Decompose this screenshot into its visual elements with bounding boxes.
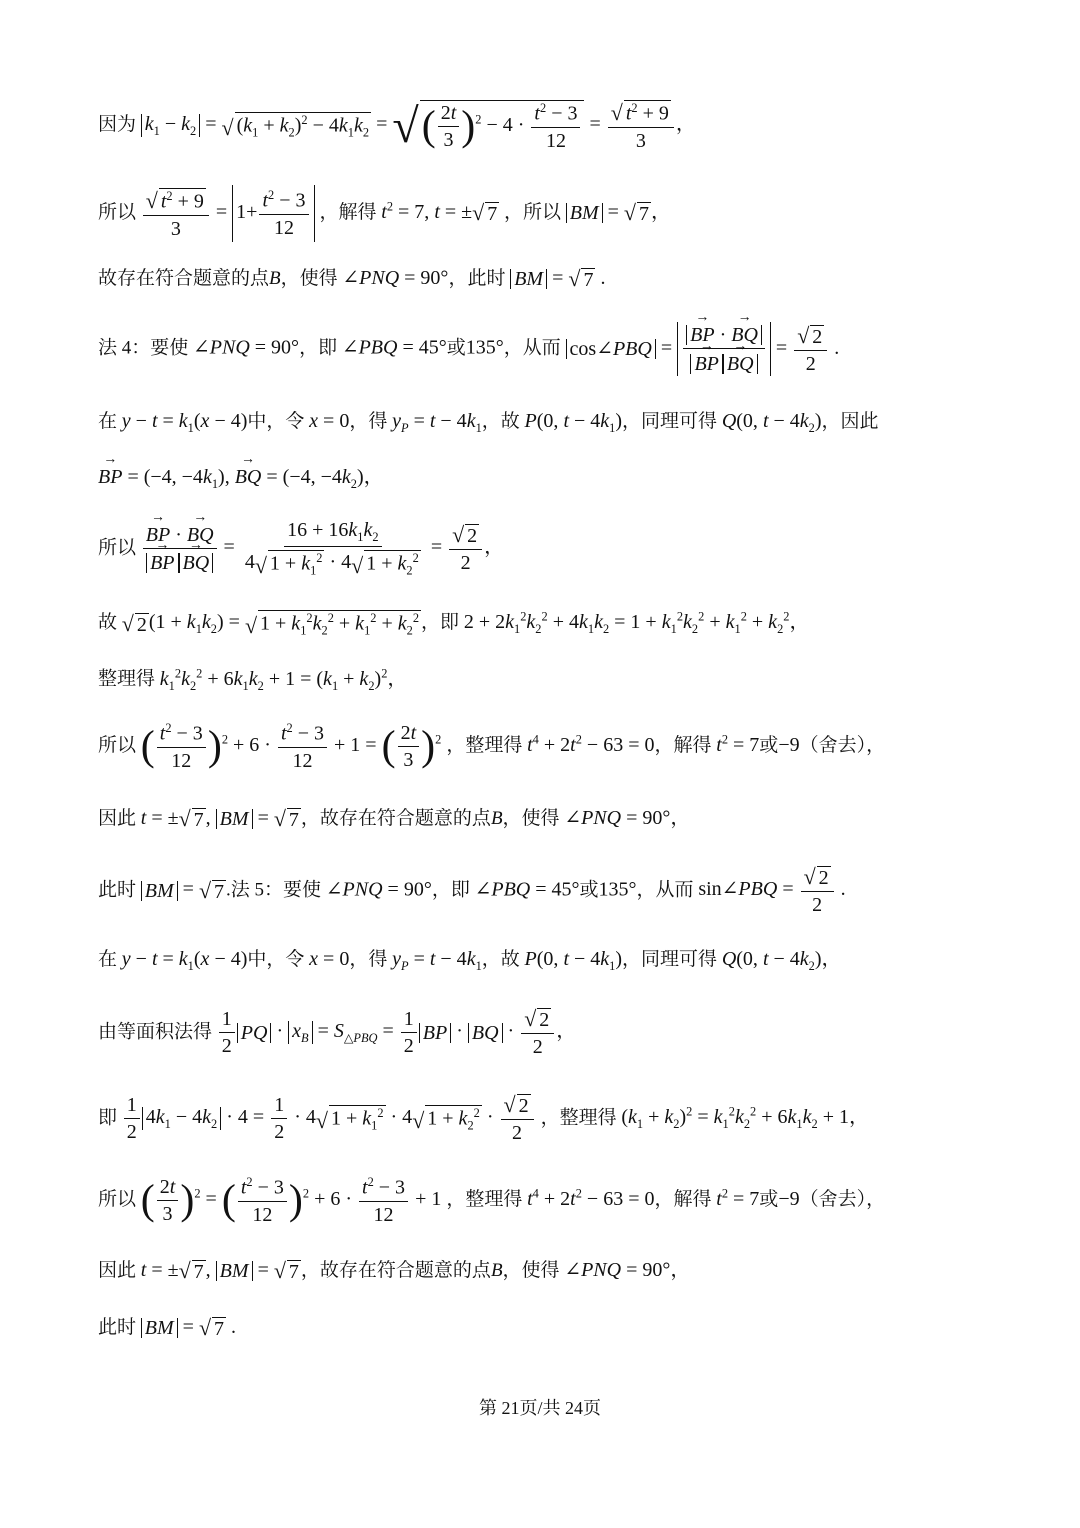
formula: $y - t = k_1(x - 4)$ (121, 948, 248, 973)
formula: t = ± √ 7 , BM = √ 7 (140, 1258, 299, 1284)
text: 法 4：要使 (98, 337, 189, 359)
formula: $y_P = t - 4k_1$ (392, 948, 482, 973)
formula: Q(0, $t - 4k_2$)， (721, 948, 842, 973)
text: ，所以 (503, 201, 561, 223)
formula: $y_P = t - 4k_1$ (392, 410, 482, 435)
text: ，故 (481, 411, 520, 432)
line-4: 法 4：要使 ∠PNQ = 90°，即 ∠PBQ = 45°或135°，从而 cos∠PBQ = → BP · → BQ → BP→ BQ = √ 2 2 . (98, 322, 1020, 376)
formula: ∠PNQ = 90°， (564, 807, 691, 829)
text: 所以 (98, 734, 137, 756)
text: ，即 (421, 612, 460, 634)
text: ，整理得 (446, 734, 523, 756)
text: ，即 (299, 337, 338, 359)
text: 此时 (98, 1317, 137, 1338)
text: ，使得 (502, 1260, 560, 1281)
formula: $t^2 = 7$ (716, 1186, 760, 1210)
text: 或 (446, 337, 466, 359)
formula: $t^2 = 7$ (716, 732, 760, 756)
text: 故存在符合题意的点 (98, 268, 270, 289)
text: ，故存在符合题意的点 (300, 808, 491, 829)
line-8 (98, 610, 1020, 637)
text: ，使得 (280, 268, 338, 289)
text: 所以 (98, 537, 137, 559)
formula: ∠PNQ = 90°， (564, 1259, 691, 1281)
point-b: B (269, 268, 281, 289)
text: 中，令 (247, 411, 305, 432)
text: .法 5：要使 (226, 879, 322, 901)
text: ，同理可得 (622, 411, 718, 432)
formula: $\frac{1}{2}$ PQ · $x_B = S_{\triangle PBQ}$ = $\frac{1}{2}$ BP · BQ · √ 2 2 ， (217, 1020, 577, 1042)
text: ，整理得 (446, 1188, 523, 1210)
text: 因此 (98, 1260, 137, 1281)
formula: BM = √ 7 . (141, 1316, 236, 1338)
line-18 (98, 1317, 1020, 1339)
formula: ∠PBQ = 45° (474, 878, 580, 901)
text: 中，令 (247, 949, 305, 970)
formula: x = 0 (309, 948, 350, 970)
text: 在 (98, 949, 118, 970)
formula: $k_1 - k_2$ = √ $(k_1 + k_2)^2 - 4k_1k_2$ = √ ( $\frac{2t}{3}$ )$^2$ − 4 · $\frac{t^2 - 3}{12}$ = √ $t^2 + 9$ 3 ， (141, 113, 696, 135)
text: ，此时 (448, 268, 506, 289)
text: 故 (98, 612, 118, 634)
line-9 (98, 667, 1020, 692)
formula: cos∠PBQ = → BP · → BQ → BP→ BQ = √ 2 2 . (566, 337, 840, 359)
formula: $y - t = k_1(x - 4)$ (121, 410, 248, 435)
text: 或 (759, 734, 779, 756)
text: ，从而 (503, 337, 561, 359)
formula: Q(0, $t - 4k_2$) (721, 410, 822, 435)
line-13 (98, 949, 1020, 972)
text: 在 (98, 411, 118, 432)
formula: $t^2 = 7$, t = ± √ 7 (381, 199, 498, 226)
line-14 (98, 1008, 1020, 1057)
formula: $2 + 2k_1^2k_2^2 + 4k_1k_2 = 1 + k_1^2k_2^2 + k_1^2 + k_2^2$， (463, 609, 810, 637)
line-16: 所以 ( $\frac{2t}{3}$ )$^2$ = ( $\frac{t^2 - 3}{12}$ )$^2$ + 6 · $\frac{t^2 - 3}{12}$ + 1 ，整理得 $t^4 + 2t^2 - 63 = 0$，解得 $t^2 = 7$或−9（舍去）， (98, 1175, 886, 1226)
text: 因为 (98, 113, 137, 135)
page-footer: 第 21页/共 24页 (478, 1398, 601, 1418)
formula: t = ± √ 7 , BM = √ 7 (140, 806, 299, 832)
text: ，即 (431, 879, 470, 901)
text: ，因此 (821, 411, 879, 432)
point-b: B (490, 808, 503, 829)
formula: √ 2 $(1 + k_1k_2)$ = √ $1 + k_1^2k_2^2 + k_1^2 + k_2^2$ (121, 610, 420, 639)
formula: $\frac{1}{2}$ $4k_1 - 4k_2 \cdot 4$ = $\frac{1}{2}$ · 4 √ $1 + k_1^2$ · 4 √ $1 + k_2^2$ · √ 2 2 (122, 1106, 541, 1128)
text: 此时 (98, 879, 137, 901)
formula: BM = √ 7 (141, 878, 226, 900)
text: ，同理可得 (622, 949, 718, 970)
line-2 (98, 185, 1020, 242)
formula: ∠PNQ = 90° (325, 878, 432, 901)
formula: P(0, $t - 4k_1$) (524, 410, 623, 435)
formula: $t^4 + 2t^2 - 63 = 0$ (527, 732, 655, 756)
text: ，使得 (502, 808, 560, 829)
line-3 (98, 268, 1020, 290)
text: ，得 (349, 949, 388, 970)
text: ，解得 (654, 1188, 712, 1210)
formula: sin∠PBQ = √ 2 2 . (698, 864, 846, 917)
text: （舍去）， (799, 1188, 886, 1210)
text: 所以 (98, 201, 137, 223)
formula: → BP · → BQ → BP→ BQ = $16 + 16k_1k_2$ 4 √ $1 + k_1^2$ · 4 √ $1 + k_2^2$ = √ 2 2 ， (141, 536, 504, 558)
formula: ∠PNQ = 90° (193, 336, 300, 359)
text: ，得 (349, 411, 388, 432)
formula: ∠PBQ = 45° (341, 336, 447, 359)
formula: ∠PNQ = 90° (342, 267, 449, 289)
formula: → BP = (−4, $-4k_1$), → BQ = (−4, $-4k_2$)， (98, 466, 384, 488)
text: 整理得 (98, 668, 156, 690)
formula: P(0, $t - 4k_1$) (524, 948, 623, 973)
text: 即 (98, 1107, 118, 1129)
text: 所以 (98, 1188, 137, 1210)
text: ，解得 (319, 201, 377, 223)
text: ，整理得 (540, 1107, 617, 1129)
formula: $t^4 + 2t^2 - 63 = 0$ (527, 1186, 655, 1210)
formula: ( $\frac{2t}{3}$ )$^2$ = ( $\frac{t^2 - 3}{12}$ )$^2$ + 6 · $\frac{t^2 - 3}{12}$ + 1 (140, 1175, 447, 1226)
line-5 (98, 411, 1020, 434)
line-10: 所以 ( $\frac{t^2 - 3}{12}$ )$^2$ + 6 · $\frac{t^2 - 3}{12}$ + 1 = ( $\frac{2t}{3}$ )$^2$ ，整理得 $t^4 + 2t^2 - 63 = 0$，解得 $t^2 = 7$或−9（舍去）， (98, 721, 886, 772)
text: 或 (579, 879, 599, 901)
text: ，故存在符合题意的点 (300, 1260, 491, 1281)
text: 或 (759, 1188, 779, 1210)
line-12: 此时 BM = √ 7 .法 5：要使 ∠PNQ = 90°，即 ∠PBQ = 45°或135°，从而 sin∠PBQ = √ 2 2 . (98, 864, 846, 917)
formula: ( $\frac{t^2 - 3}{12}$ )$^2$ + 6 · $\frac{t^2 - 3}{12}$ + 1 = ( $\frac{2t}{3}$ )$^2$ (140, 721, 442, 772)
formula: BM = √ 7 ， (566, 201, 671, 223)
line-1 (98, 100, 1020, 151)
point-b: B (490, 1260, 503, 1281)
line-7 (98, 520, 1020, 577)
text: 由等面积法得 (98, 1021, 213, 1043)
text: 因此 (98, 808, 137, 829)
line-11 (98, 808, 1020, 830)
text: ，从而 (636, 879, 694, 901)
formula: $k_1^2k_2^2 + 6k_1k_2 + 1 = (k_1 + k_2)^2$， (159, 666, 408, 693)
formula: $(k_1 + k_2)^2 = k_1^2k_2^2 + 6k_1k_2 + 1$， (621, 1104, 869, 1132)
line-17 (98, 1260, 1020, 1282)
formula: BM = √ 7 . (510, 267, 605, 289)
line-15 (98, 1094, 1020, 1143)
text: （舍去）， (799, 734, 886, 756)
formula: x = 0 (309, 410, 350, 432)
formula: √ $t^2 + 9$ 3 = 1+ $\frac{t^2 - 3}{12}$ (141, 201, 320, 223)
line-6 (98, 467, 1020, 490)
text: ，故 (481, 949, 520, 970)
text: ，解得 (654, 734, 712, 756)
